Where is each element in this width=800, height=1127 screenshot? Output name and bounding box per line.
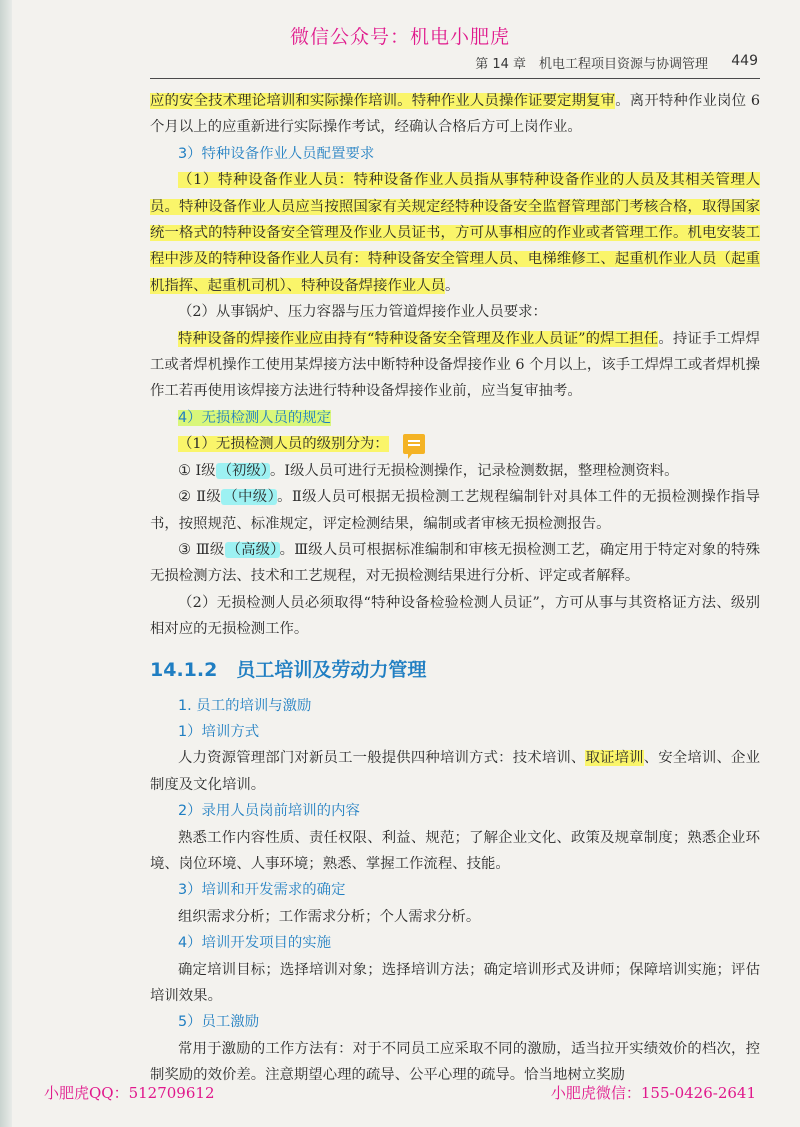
paragraph: 常用于激励的工作方法有：对于不同员工应采取不同的激励，适当拉开实绩效价的档次，控制奖励的效价差。注意期望心理的疏导、公平心理的疏导。恰当地树立奖励	[150, 1040, 760, 1084]
paragraph	[150, 88, 760, 141]
page-number: 449	[731, 53, 758, 69]
page-edge-shadow	[0, 0, 12, 1127]
paragraph: 组织需求分析；工作需求分析；个人需求分析。	[178, 908, 481, 925]
text: 、安全培训、企业制度及文化培训。	[150, 750, 760, 793]
highlight: （1）无损检测人员的级别分为：	[178, 436, 389, 453]
subheading	[150, 405, 760, 431]
subheading: 1. 员工的培训与激励	[178, 697, 312, 714]
paragraph: （2）无损检测人员必须取得“特种设备检验检测人员证”，方可从事与其资格证方法、级别相对应的无损检测工作。	[150, 594, 760, 638]
highlight: （1）特种设备作业人员：特种设备作业人员指从事特种设备作业的人员及其相关管理人员。特种设备作业人员应当按照国家有关规定经特种设备安全监督管理部门考核合格，取得国家统一格式的特种设备安全管理及作业人员证书，方可从事相应的作业或者管理工作。机电安装工程中涉及的特种设备作业人员有：特种设备安全管理人员、电梯维修工、起重机作业人员（起重机指挥、起重机司机）、特种设备焊接作业人员	[150, 172, 760, 294]
paragraph: （2）从事锅炉、压力容器与压力管道焊接作业人员要求：	[178, 304, 547, 321]
highlight: （中级）	[223, 489, 276, 506]
list-item	[150, 484, 760, 537]
text: ② Ⅱ级	[178, 489, 222, 506]
subheading: 4）培训开发项目的实施	[178, 935, 332, 952]
page-body	[150, 88, 760, 1089]
watermark-wechat-account: 微信公众号：机电小肥虎	[289, 26, 510, 48]
list-item	[150, 537, 760, 590]
paragraph	[150, 326, 760, 405]
text: 。持证手工焊焊工或者焊机操作工使用某焊接方法中断特种设备焊接作业 6 个月以上，该手工焊焊工或者焊机操作工若再使用该焊接方法进行特种设备焊接作业前，应当复审抽考。	[150, 330, 760, 400]
subheading: 1）培训方式	[178, 723, 260, 740]
text: 。	[445, 277, 460, 294]
subheading: 2）录用人员岗前培训的内容	[178, 803, 360, 820]
note-icon[interactable]	[403, 434, 425, 454]
highlight: 特种设备的焊接作业应由持有“特种设备安全管理及作业人员证”的焊工担任	[178, 330, 659, 347]
highlight: （高级）	[226, 541, 278, 558]
chapter-title: 第 14 章 机电工程项目资源与协调管理	[475, 57, 708, 72]
highlight: （初级）	[217, 462, 268, 479]
header-rule	[150, 78, 760, 79]
watermark-qq: 小肥虎QQ：512709612	[44, 1084, 215, 1102]
paragraph: 熟悉工作内容性质、责任权限、利益、规范；了解企业文化、政策及规章制度；熟悉企业环境、岗位环境、人事环境；熟悉、掌握工作流程、技能。	[150, 829, 760, 872]
highlight: 4）无损检测人员的规定	[178, 409, 332, 426]
section-title: 14.1.2 员工培训及劳动力管理	[150, 658, 427, 681]
paragraph: 确定培训目标；选择培训对象；选择培训方法；确定培训形式及讲师；保障培训实施；评估培训效果。	[150, 961, 760, 1004]
paragraph	[150, 167, 760, 299]
text: ③ Ⅲ级	[178, 541, 225, 558]
highlight: 应的安全技术理论培训和实际操作培训。特种作业人员操作证要定期复审	[150, 93, 616, 109]
text: 。Ⅰ级人员可进行无损检测操作，记录检测数据，整理检测资料。	[269, 462, 679, 479]
text: 。Ⅱ级人员可根据无损检测工艺规程编制针对具体工件的无损检测操作指导书，按照规范、标准规定，评定检测结果，编制或者审核无损检测报告。	[150, 489, 760, 532]
subheading: 5）员工激励	[178, 1014, 260, 1031]
list-item	[150, 458, 760, 484]
subheading: 3）培训和开发需求的确定	[178, 882, 346, 899]
text: 人力资源管理部门对新员工一般提供四种培训方式：技术培训、	[178, 750, 586, 767]
paragraph	[150, 745, 760, 798]
text: ① Ⅰ级	[178, 462, 216, 479]
text: 。离开特种作业岗位 6 个月以上的应重新进行实际操作考试，经确认合格后方可上岗作业。	[150, 93, 760, 136]
subheading: 3）特种设备作业人员配置要求	[178, 145, 375, 162]
watermark-wechat: 小肥虎微信：155-0426-2641	[550, 1084, 756, 1102]
text: 。Ⅲ级人员可根据标准编制和审核无损检测工艺，确定用于特定对象的特殊无损检测方法、技术和工艺规程，对无损检测结果进行分析、评定或者解释。	[150, 541, 760, 585]
paragraph	[150, 431, 760, 457]
highlight: 取证培训	[585, 750, 644, 767]
